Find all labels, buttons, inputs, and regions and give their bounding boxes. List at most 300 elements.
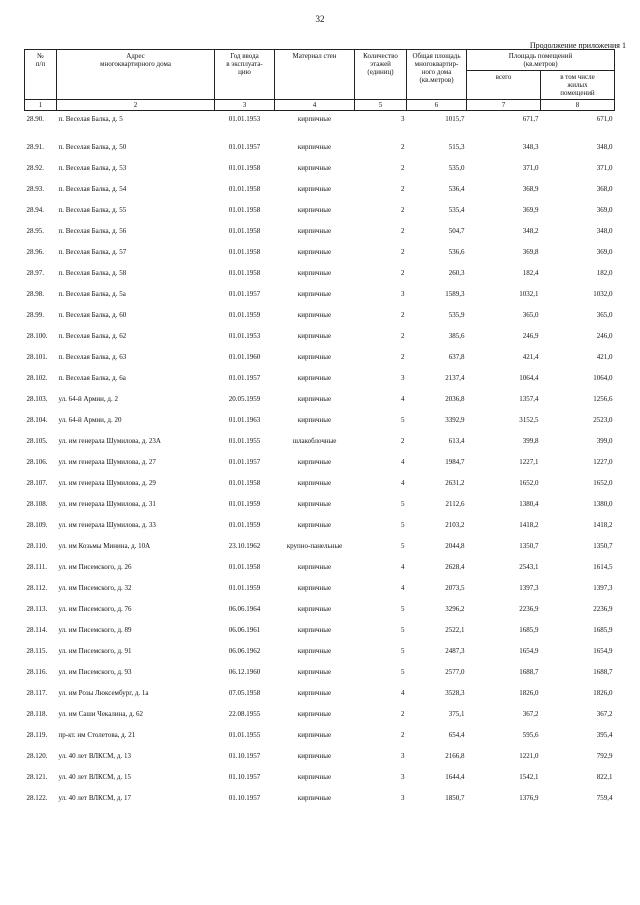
row-total-area: 535,0 xyxy=(448,163,465,172)
row-total-area: 385,6 xyxy=(448,331,465,340)
row-material: кирпичные xyxy=(297,289,332,298)
table-row xyxy=(25,262,615,283)
row-total-area: 2487,3 xyxy=(445,646,465,655)
row-area-all: 1376,9 xyxy=(519,793,539,802)
row-floors: 2 xyxy=(401,331,405,340)
row-year: 01.01.1959 xyxy=(228,583,261,592)
row-year: 07.05.1958 xyxy=(228,688,261,697)
row-address: ул. им генерала Шумилова, д. 23А xyxy=(58,436,161,445)
row-material: кирпичные xyxy=(297,142,332,151)
row-address: ул. им Писемского, д. 32 xyxy=(58,583,132,592)
row-address: п. Веселая Балка, д. 60 xyxy=(58,310,127,319)
row-floors: 5 xyxy=(401,415,405,424)
row-floors: 2 xyxy=(401,205,405,214)
row-material: кирпичные xyxy=(297,730,332,739)
row-area-residential: 371,0 xyxy=(596,163,613,172)
header-address: Адрес многоквартирного дома xyxy=(57,50,215,100)
row-number: 28.97. xyxy=(26,268,44,277)
table-row xyxy=(25,577,615,598)
row-year: 01.01.1958 xyxy=(228,268,261,277)
row-area-residential: 792,9 xyxy=(596,751,613,760)
row-area-residential: 1688,7 xyxy=(593,667,613,676)
row-address: п. Веселая Балка, д. 6а xyxy=(58,373,126,382)
row-floors: 4 xyxy=(401,562,405,571)
row-year: 01.01.1955 xyxy=(228,730,261,739)
row-material: кирпичные xyxy=(297,331,332,340)
row-year: 06.12.1960 xyxy=(228,667,261,676)
row-year: 01.01.1963 xyxy=(228,415,261,424)
row-area-residential: 2236,9 xyxy=(593,604,613,613)
row-area-all: 348,3 xyxy=(522,142,539,151)
row-area-all: 595,6 xyxy=(522,730,539,739)
row-number: 28.122. xyxy=(26,793,48,802)
row-number: 28.107. xyxy=(26,478,48,487)
row-number: 28.110. xyxy=(26,541,48,550)
row-material: кирпичные xyxy=(297,520,332,529)
row-total-area: 504,7 xyxy=(448,226,465,235)
row-year: 01.01.1957 xyxy=(228,457,261,466)
row-material: кирпичные xyxy=(297,394,332,403)
row-floors: 4 xyxy=(401,478,405,487)
row-area-all: 246,9 xyxy=(522,331,539,340)
row-number: 28.117. xyxy=(26,688,48,697)
row-year: 01.01.1957 xyxy=(228,289,261,298)
row-year: 23.10.1962 xyxy=(228,541,261,550)
header-total-area: Общая площадь многоквартир- ного дома (кв.метров) xyxy=(407,50,467,100)
table-body xyxy=(25,111,615,809)
row-address: пр-кт. им Столетова, д. 21 xyxy=(58,730,136,739)
row-number: 28.94. xyxy=(26,205,44,214)
row-area-residential: 1380,0 xyxy=(593,499,613,508)
row-year: 20.05.1959 xyxy=(228,394,261,403)
column-number: 5 xyxy=(355,100,407,111)
row-total-area: 2073,5 xyxy=(445,583,465,592)
row-year: 01.10.1957 xyxy=(228,772,261,781)
row-year: 01.01.1958 xyxy=(228,478,261,487)
row-address: п. Веселая Балка, д. 5 xyxy=(58,115,123,123)
row-total-area: 2628,4 xyxy=(445,562,465,571)
row-material: кирпичные xyxy=(297,625,332,634)
column-number: 6 xyxy=(407,100,467,111)
table-row xyxy=(25,661,615,682)
row-area-residential: 759,4 xyxy=(596,793,613,802)
row-area-all: 1227,1 xyxy=(519,457,539,466)
row-address: ул. им генерала Шумилова, д. 31 xyxy=(58,499,156,508)
header-premises-area: Площадь помещений (кв.метров) xyxy=(467,50,615,71)
row-number: 28.102. xyxy=(26,373,48,382)
row-area-residential: 1826,0 xyxy=(593,688,613,697)
table-row xyxy=(25,724,615,745)
row-address: п. Веселая Балка, д. 57 xyxy=(58,247,127,256)
row-address: п. Веселая Балка, д. 50 xyxy=(58,142,127,151)
row-floors: 2 xyxy=(401,163,405,172)
row-area-all: 1357,4 xyxy=(519,394,539,403)
row-number: 28.120. xyxy=(26,751,48,760)
header-num: № п/п xyxy=(25,50,57,100)
row-material: кирпичные xyxy=(297,751,332,760)
row-area-residential: 1256,6 xyxy=(593,394,613,403)
row-year: 01.01.1955 xyxy=(228,436,261,445)
row-number: 28.93. xyxy=(26,184,44,193)
row-area-all: 1652,0 xyxy=(519,478,539,487)
row-area-all: 1542,1 xyxy=(519,772,539,781)
table-row xyxy=(25,367,615,388)
row-area-all: 348,2 xyxy=(522,226,539,235)
row-area-residential: 2523,0 xyxy=(593,415,613,424)
table-row xyxy=(25,136,615,157)
row-area-residential: 369,0 xyxy=(596,247,613,256)
row-year: 01.01.1958 xyxy=(228,247,261,256)
row-year: 01.01.1959 xyxy=(228,499,261,508)
row-year: 01.01.1958 xyxy=(228,562,261,571)
row-total-area: 3392,9 xyxy=(445,415,465,424)
row-floors: 5 xyxy=(401,541,405,550)
row-area-all: 1654,9 xyxy=(519,646,539,655)
row-year: 01.10.1957 xyxy=(228,751,261,760)
row-number: 28.113. xyxy=(26,604,48,613)
row-total-area: 535,4 xyxy=(448,205,465,214)
row-area-residential: 246,0 xyxy=(596,331,613,340)
table-row xyxy=(25,388,615,409)
row-number: 28.109. xyxy=(26,520,48,529)
row-area-residential: 1397,3 xyxy=(593,583,613,592)
row-number: 28.106. xyxy=(26,457,48,466)
row-area-residential: 1350,7 xyxy=(593,541,613,550)
row-year: 06.06.1962 xyxy=(228,646,261,655)
row-floors: 3 xyxy=(401,772,405,781)
row-address: ул. им Козьмы Минина, д. 10А xyxy=(58,541,151,550)
row-area-all: 2236,9 xyxy=(519,604,539,613)
row-year: 01.01.1953 xyxy=(228,115,261,123)
row-floors: 4 xyxy=(401,394,405,403)
row-floors: 5 xyxy=(401,499,405,508)
row-floors: 2 xyxy=(401,247,405,256)
row-total-area: 2137,4 xyxy=(445,373,465,382)
row-floors: 2 xyxy=(401,730,405,739)
row-number: 28.92. xyxy=(26,163,44,172)
row-number: 28.96. xyxy=(26,247,44,256)
row-year: 01.01.1957 xyxy=(228,142,261,151)
row-number: 28.112. xyxy=(26,583,48,592)
row-area-all: 1418,2 xyxy=(519,520,539,529)
row-area-residential: 1652,0 xyxy=(593,478,613,487)
row-material: крупно-панельные xyxy=(286,541,343,550)
row-area-all: 182,4 xyxy=(522,268,539,277)
row-area-all: 1380,4 xyxy=(519,499,539,508)
row-address: п. Веселая Балка, д. 55 xyxy=(58,205,127,214)
table-row xyxy=(25,409,615,430)
row-number: 28.99. xyxy=(26,310,44,319)
row-year: 01.01.1960 xyxy=(228,352,261,361)
row-address: п. Веселая Балка, д. 58 xyxy=(58,268,127,277)
row-number: 28.119. xyxy=(26,730,48,739)
row-year: 01.01.1959 xyxy=(228,520,261,529)
row-total-area: 637,8 xyxy=(448,352,465,361)
row-area-all: 2543,1 xyxy=(519,562,539,571)
row-area-all: 3152,5 xyxy=(519,415,539,424)
row-number: 28.111. xyxy=(26,562,47,571)
row-area-residential: 1418,2 xyxy=(593,520,613,529)
table-row xyxy=(25,430,615,451)
row-material: кирпичные xyxy=(297,667,332,676)
row-material: кирпичные xyxy=(297,184,332,193)
row-floors: 2 xyxy=(401,310,405,319)
header-material: Материал стен xyxy=(275,50,355,100)
row-number: 28.103. xyxy=(26,394,48,403)
row-number: 28.118. xyxy=(26,709,48,718)
row-address: ул. им Саши Чекалина, д. 62 xyxy=(58,709,144,718)
row-area-all: 369,9 xyxy=(522,205,539,214)
row-address: ул. им Писемского, д. 26 xyxy=(58,562,132,571)
row-area-residential: 368,0 xyxy=(596,184,613,193)
row-number: 28.104. xyxy=(26,415,48,424)
row-year: 06.06.1961 xyxy=(228,625,261,634)
row-area-residential: 1685,9 xyxy=(593,625,613,634)
table-row xyxy=(25,283,615,304)
row-material: кирпичные xyxy=(297,415,332,424)
row-number: 28.121. xyxy=(26,772,48,781)
row-address: ул. им генерала Шумилова, д. 27 xyxy=(58,457,156,466)
row-total-area: 3296,2 xyxy=(445,604,465,613)
table-row xyxy=(25,556,615,577)
row-area-residential: 365,0 xyxy=(596,310,613,319)
row-floors: 2 xyxy=(401,352,405,361)
row-number: 28.100. xyxy=(26,331,48,340)
row-area-residential: 671,0 xyxy=(596,115,613,123)
row-area-residential: 1064,0 xyxy=(593,373,613,382)
table-row xyxy=(25,220,615,241)
row-floors: 2 xyxy=(401,436,405,445)
row-area-all: 367,2 xyxy=(522,709,539,718)
row-area-residential: 182,0 xyxy=(596,268,613,277)
row-area-residential: 1227,0 xyxy=(593,457,613,466)
row-number: 28.108. xyxy=(26,499,48,508)
column-number: 2 xyxy=(57,100,215,111)
row-floors: 5 xyxy=(401,667,405,676)
row-material: кирпичные xyxy=(297,226,332,235)
row-total-area: 2166,8 xyxy=(445,751,465,760)
row-area-residential: 348,0 xyxy=(596,226,613,235)
row-address: п. Веселая Балка, д. 62 xyxy=(58,331,127,340)
row-total-area: 2631,2 xyxy=(445,478,465,487)
table-row xyxy=(25,787,615,808)
row-floors: 4 xyxy=(401,583,405,592)
table-row xyxy=(25,304,615,325)
row-material: кирпичные xyxy=(297,457,332,466)
row-material: шлакоблочные xyxy=(292,436,337,445)
row-total-area: 536,6 xyxy=(448,247,465,256)
row-floors: 3 xyxy=(401,289,405,298)
row-number: 28.91. xyxy=(26,142,44,151)
row-material: кирпичные xyxy=(297,793,332,802)
row-area-residential: 367,2 xyxy=(596,709,613,718)
row-number: 28.95. xyxy=(26,226,44,235)
row-address: ул. им Писемского, д. 93 xyxy=(58,667,132,676)
row-area-all: 399,8 xyxy=(522,436,539,445)
row-floors: 5 xyxy=(401,520,405,529)
row-total-area: 1984,7 xyxy=(445,457,465,466)
row-area-all: 1826,0 xyxy=(519,688,539,697)
row-address: ул. им Писемского, д. 89 xyxy=(58,625,132,634)
row-floors: 3 xyxy=(401,115,405,123)
column-number: 1 xyxy=(25,100,57,111)
row-floors: 5 xyxy=(401,604,405,613)
row-total-area: 375,1 xyxy=(448,709,465,718)
table-row xyxy=(25,241,615,262)
table-row xyxy=(25,598,615,619)
row-area-all: 1397,3 xyxy=(519,583,539,592)
row-total-area: 1850,7 xyxy=(445,793,465,802)
row-area-all: 1685,9 xyxy=(519,625,539,634)
row-address: ул. 40 лет ВЛКСМ, д. 13 xyxy=(58,751,131,760)
row-material: кирпичные xyxy=(297,688,332,697)
row-total-area: 2103,2 xyxy=(445,520,465,529)
row-total-area: 1589,3 xyxy=(445,289,465,298)
row-material: кирпичные xyxy=(297,352,332,361)
row-year: 01.01.1953 xyxy=(228,331,261,340)
row-year: 01.01.1958 xyxy=(228,163,261,172)
row-number: 28.115. xyxy=(26,646,48,655)
row-number: 28.101. xyxy=(26,352,48,361)
column-number: 8 xyxy=(541,100,615,111)
table-row xyxy=(25,640,615,661)
row-address: ул. 64-й Армии, д. 2 xyxy=(58,394,118,403)
table-row xyxy=(25,703,615,724)
row-total-area: 1015,7 xyxy=(445,115,465,123)
row-area-residential: 395,4 xyxy=(596,730,613,739)
header-premises-all: всего xyxy=(467,71,541,100)
table-header xyxy=(25,50,615,111)
row-material: кирпичные xyxy=(297,478,332,487)
row-year: 06.06.1964 xyxy=(228,604,261,613)
row-total-area: 3528,3 xyxy=(445,688,465,697)
row-address: ул. 40 лет ВЛКСМ, д. 15 xyxy=(58,772,131,781)
row-material: кирпичные xyxy=(297,646,332,655)
row-year: 01.01.1958 xyxy=(228,226,261,235)
row-material: кирпичные xyxy=(297,115,332,123)
table-row xyxy=(25,346,615,367)
row-address: ул. им Писемского, д. 91 xyxy=(58,646,132,655)
row-area-all: 671,7 xyxy=(522,115,539,123)
row-material: кирпичные xyxy=(297,499,332,508)
row-address: ул. им Розы Люксембург, д. 1а xyxy=(58,688,149,697)
row-year: 22.08.1955 xyxy=(228,709,261,718)
table-row xyxy=(25,493,615,514)
row-number: 28.98. xyxy=(26,289,44,298)
row-material: кирпичные xyxy=(297,247,332,256)
table-row xyxy=(25,157,615,178)
table-row xyxy=(25,535,615,556)
row-material: кирпичные xyxy=(297,268,332,277)
row-floors: 3 xyxy=(401,751,405,760)
row-total-area: 260,3 xyxy=(448,268,465,277)
row-total-area: 2044,8 xyxy=(445,541,465,550)
row-total-area: 535,9 xyxy=(448,310,465,319)
row-address: ул. им Писемского, д. 76 xyxy=(58,604,132,613)
table-row xyxy=(25,199,615,220)
row-total-area: 2112,6 xyxy=(445,499,465,508)
column-number: 7 xyxy=(467,100,541,111)
table-row xyxy=(25,682,615,703)
row-area-all: 368,9 xyxy=(522,184,539,193)
row-address: п. Веселая Балка, д. 5а xyxy=(58,289,126,298)
row-area-residential: 1032,0 xyxy=(593,289,613,298)
table-row xyxy=(25,111,615,137)
row-material: кирпичные xyxy=(297,604,332,613)
row-floors: 5 xyxy=(401,625,405,634)
row-year: 01.10.1957 xyxy=(228,793,261,802)
table-row xyxy=(25,451,615,472)
row-floors: 5 xyxy=(401,646,405,655)
page-number: 32 xyxy=(315,14,325,24)
row-address: ул. им генерала Шумилова, д. 33 xyxy=(58,520,156,529)
header-year: Год ввода в эксплуата- цию xyxy=(215,50,275,100)
row-year: 01.01.1959 xyxy=(228,310,261,319)
row-area-all: 371,0 xyxy=(522,163,539,172)
row-address: ул. 64-й Армии, д. 20 xyxy=(58,415,122,424)
row-area-residential: 421,0 xyxy=(596,352,613,361)
row-year: 01.01.1957 xyxy=(228,373,261,382)
column-number: 4 xyxy=(275,100,355,111)
column-number: 3 xyxy=(215,100,275,111)
row-total-area: 613,4 xyxy=(448,436,465,445)
row-year: 01.01.1958 xyxy=(228,205,261,214)
row-material: кирпичные xyxy=(297,163,332,172)
table-row xyxy=(25,472,615,493)
row-material: кирпичные xyxy=(297,583,332,592)
row-total-area: 654,4 xyxy=(448,730,465,739)
row-area-all: 365,0 xyxy=(522,310,539,319)
row-area-all: 369,8 xyxy=(522,247,539,256)
table-row xyxy=(25,745,615,766)
row-total-area: 2522,1 xyxy=(445,625,465,634)
table-row xyxy=(25,514,615,535)
row-number: 28.114. xyxy=(26,625,48,634)
row-area-residential: 399,0 xyxy=(596,436,613,445)
header-premises-residential: в том числе жилых помещений xyxy=(541,71,615,100)
row-area-all: 1221,0 xyxy=(519,751,539,760)
row-area-residential: 1614,5 xyxy=(593,562,613,571)
row-floors: 4 xyxy=(401,688,405,697)
row-number: 28.116. xyxy=(26,667,48,676)
header-floors: Количество этажей (единиц) xyxy=(355,50,407,100)
table-row xyxy=(25,766,615,787)
continuation-note: Продолжение приложения 1 xyxy=(529,41,626,50)
row-address: п. Веселая Балка, д. 54 xyxy=(58,184,127,193)
row-floors: 2 xyxy=(401,142,405,151)
row-material: кирпичные xyxy=(297,772,332,781)
row-floors: 2 xyxy=(401,268,405,277)
table-row xyxy=(25,325,615,346)
row-material: кирпичные xyxy=(297,709,332,718)
table-row xyxy=(25,178,615,199)
row-area-residential: 1654,9 xyxy=(593,646,613,655)
row-address: ул. им генерала Шумилова, д. 29 xyxy=(58,478,156,487)
row-total-area: 536,4 xyxy=(448,184,465,193)
row-number: 28.90. xyxy=(26,115,44,123)
row-floors: 2 xyxy=(401,709,405,718)
row-material: кирпичные xyxy=(297,373,332,382)
row-total-area: 2036,8 xyxy=(445,394,465,403)
table-row xyxy=(25,619,615,640)
row-area-all: 1064,4 xyxy=(519,373,539,382)
row-floors: 3 xyxy=(401,793,405,802)
row-floors: 2 xyxy=(401,184,405,193)
apartment-buildings-table xyxy=(24,49,615,808)
row-address: ул. 40 лет ВЛКСМ, д. 17 xyxy=(58,793,131,802)
row-floors: 3 xyxy=(401,373,405,382)
row-total-area: 1644,4 xyxy=(445,772,465,781)
